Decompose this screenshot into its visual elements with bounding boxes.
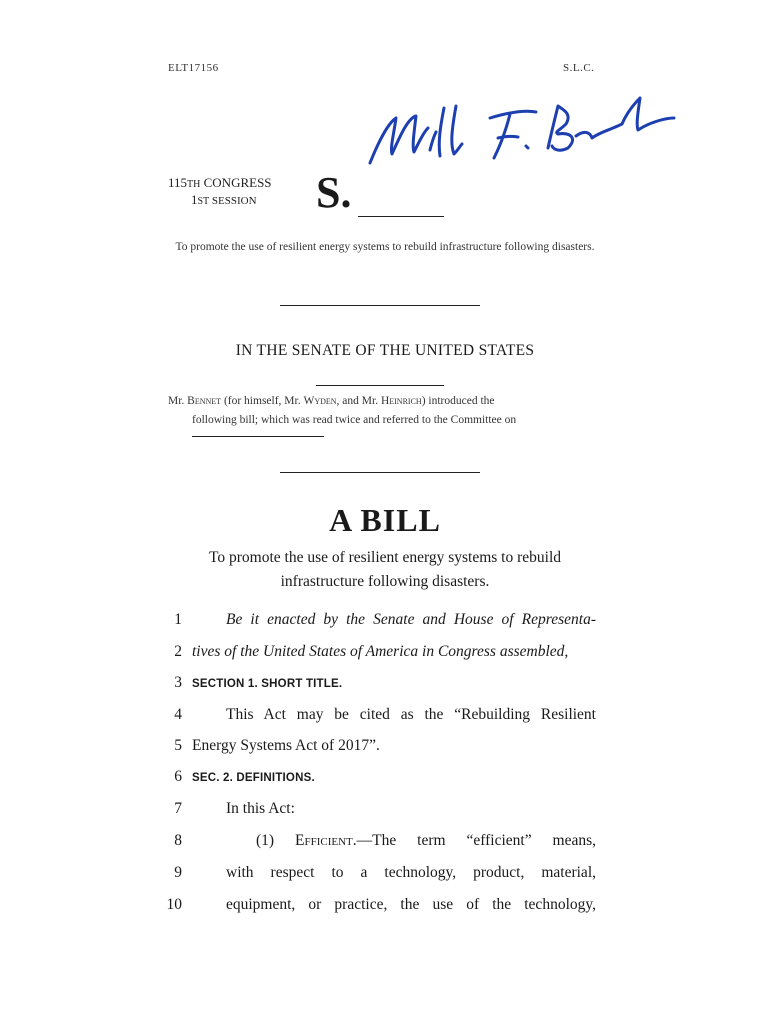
line-number: 5 [174, 737, 182, 754]
committee-blank [192, 436, 324, 437]
line-number: 7 [174, 800, 182, 817]
long-purpose: To promote the use of resilient energy systems to rebuild infrastructure following disasters. [208, 549, 562, 590]
body-text: In this Act: [226, 800, 295, 817]
definition-text: (1) Efficient.—The term “efficient” means, [256, 832, 596, 849]
defined-term: Efficient [295, 832, 353, 849]
sponsor-name: Bennet [187, 395, 222, 407]
short-purpose: To promote the use of resilient energy systems to rebuild infrastructure following disasters. [175, 241, 595, 253]
bill-title: A BILL [329, 502, 441, 538]
body-text: equipment, or practice, the use of the technology, [226, 896, 596, 913]
line-number: 1 [174, 611, 182, 628]
divider [280, 472, 480, 473]
line-number: 10 [166, 896, 182, 913]
office-code: S.L.C. [563, 62, 595, 74]
enacting-clause: tives of the United States of America in Congress assembled, [192, 643, 569, 660]
body-text: with respect to a technology, product, material, [226, 864, 596, 881]
cosponsor-name: Heinrich [380, 395, 422, 407]
cosponsor-name: Wyden [303, 395, 337, 407]
body-text: Energy Systems Act of 2017”. [192, 737, 380, 754]
line-number: 8 [174, 832, 182, 849]
bill-number-prefix: S. [316, 168, 352, 217]
line-number: 3 [174, 674, 182, 691]
line-number: 9 [174, 864, 182, 881]
divider [280, 305, 480, 306]
congress-session-block [168, 175, 272, 209]
section-heading: SECTION 1. SHORT TITLE. [192, 678, 343, 690]
line-number: 4 [174, 706, 182, 723]
handwritten-signature [360, 88, 680, 178]
chamber-heading: IN THE SENATE OF THE UNITED STATES [235, 342, 535, 359]
session-number: 1ST SESSION [191, 192, 257, 207]
document-id: ELT17156 [168, 62, 219, 74]
enacting-clause: Be it enacted by the Senate and House of Representa- [226, 611, 596, 628]
body-text: This Act may be cited as the “Rebuilding Resilient [226, 706, 596, 723]
line-number: 6 [174, 768, 182, 785]
bill-number-blank [358, 216, 444, 217]
congress-number: 115TH CONGRESS [168, 175, 272, 190]
section-heading: SEC. 2. DEFINITIONS. [192, 772, 315, 784]
date-blank [316, 385, 444, 386]
introduction-text: Mr. Bennet (for himself, Mr. Wyden, and Mr. Heinrich) introduced the following bill; which was read twice and referred to the Committee on [168, 395, 517, 426]
line-number: 2 [174, 643, 182, 660]
